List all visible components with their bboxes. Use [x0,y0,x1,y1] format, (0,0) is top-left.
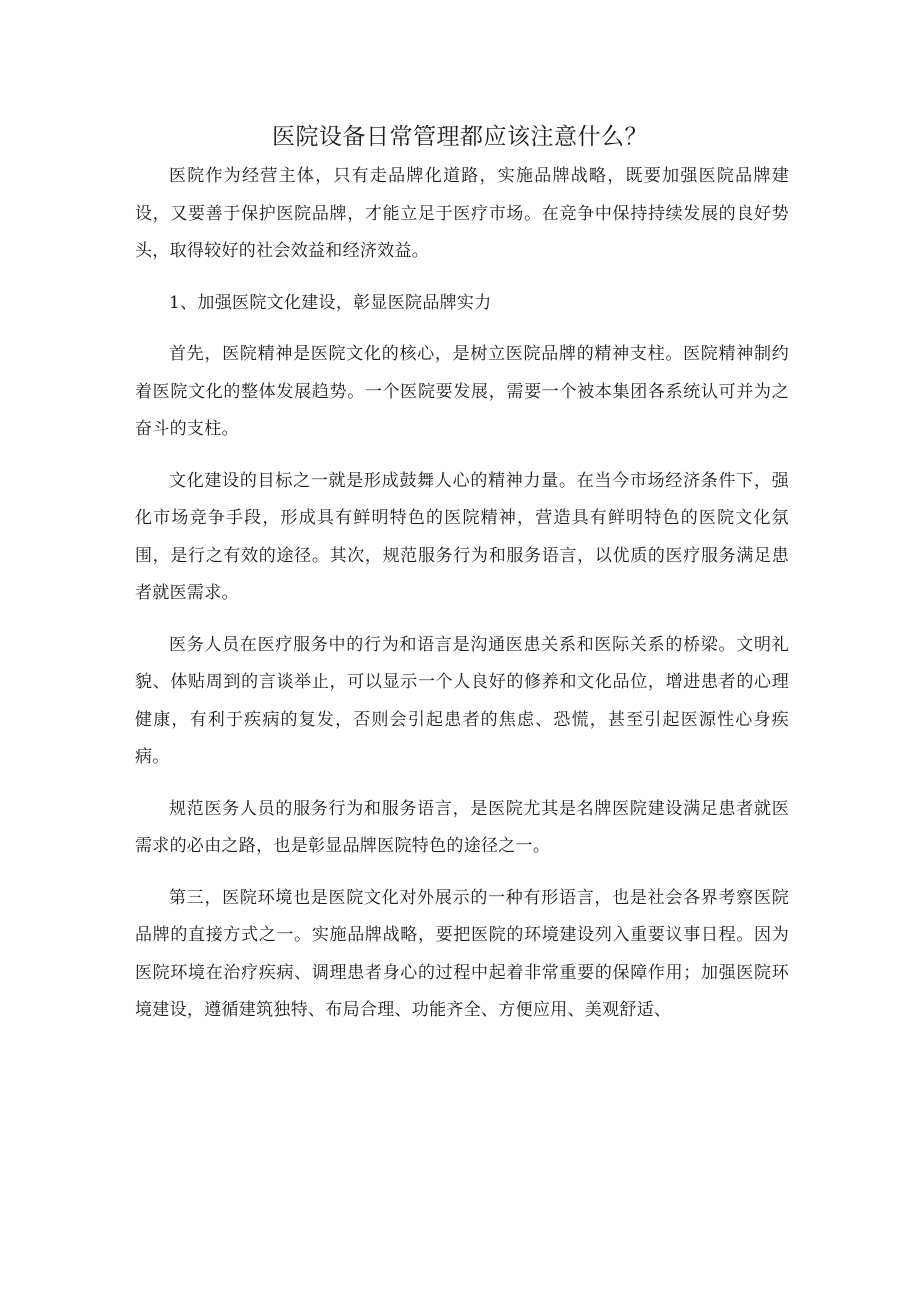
paragraph-staff-behavior: 医务人员在医疗服务中的行为和语言是沟通医患关系和医际关系的桥梁。文明礼貌、体贴周到的言谈举止，可以显示一个人良好的修养和文化品位，增进患者的心理健康，有利于疾病的复发，否则会引起患者的焦虑、恐慌，甚至引起医源性心身疾病。 [135,634,789,767]
paragraph-service-standards: 规范医务人员的服务行为和服务语言，是医院尤其是名牌医院建设满足患者就医需求的必由之路，也是彰显品牌医院特色的途径之一。 [135,798,789,856]
paragraph-hospital-spirit: 首先，医院精神是医院文化的核心，是树立医院品牌的精神支柱。医院精神制约着医院文化的整体发展趋势。一个医院要发展，需要一个被本集团各系统认可并为之奋斗的支柱。 [135,344,789,439]
paragraph-hospital-environment: 第三，医院环境也是医院文化对外展示的一种有形语言，也是社会各界考察医院品牌的直接方式之一。实施品牌战略，要把医院的环境建设列入重要议事日程。因为医院环境在治疗疾病、调理患者身心的过程中起着非常重要的保障作用；加强医院环境建设，遵循建筑独特、布局合理、功能齐全、方便应用、美观舒适、 [135,887,789,1020]
paragraph-intro: 医院作为经营主体，只有走品牌化道路，实施品牌战略，既要加强医院品牌建设，又要善于保护医院品牌，才能立足于医疗市场。在竞争中保持持续发展的良好势头，取得较好的社会效益和经济效益。 [135,166,789,261]
document-body [135,158,789,1044]
paragraph-culture-goal: 文化建设的目标之一就是形成鼓舞人心的精神力量。在当今市场经济条件下，强化市场竞争手段，形成具有鲜明特色的医院精神，营造具有鲜明特色的医院文化氛围，是行之有效的途径。其次，规范服务行为和服务语言，以优质的医疗服务满足患者就医需求。 [135,470,789,603]
document-title: 医院设备日常管理都应该注意什么？ [272,124,648,150]
section-heading-1: 1、加强医院文化建设，彰显医院品牌实力 [169,292,492,313]
